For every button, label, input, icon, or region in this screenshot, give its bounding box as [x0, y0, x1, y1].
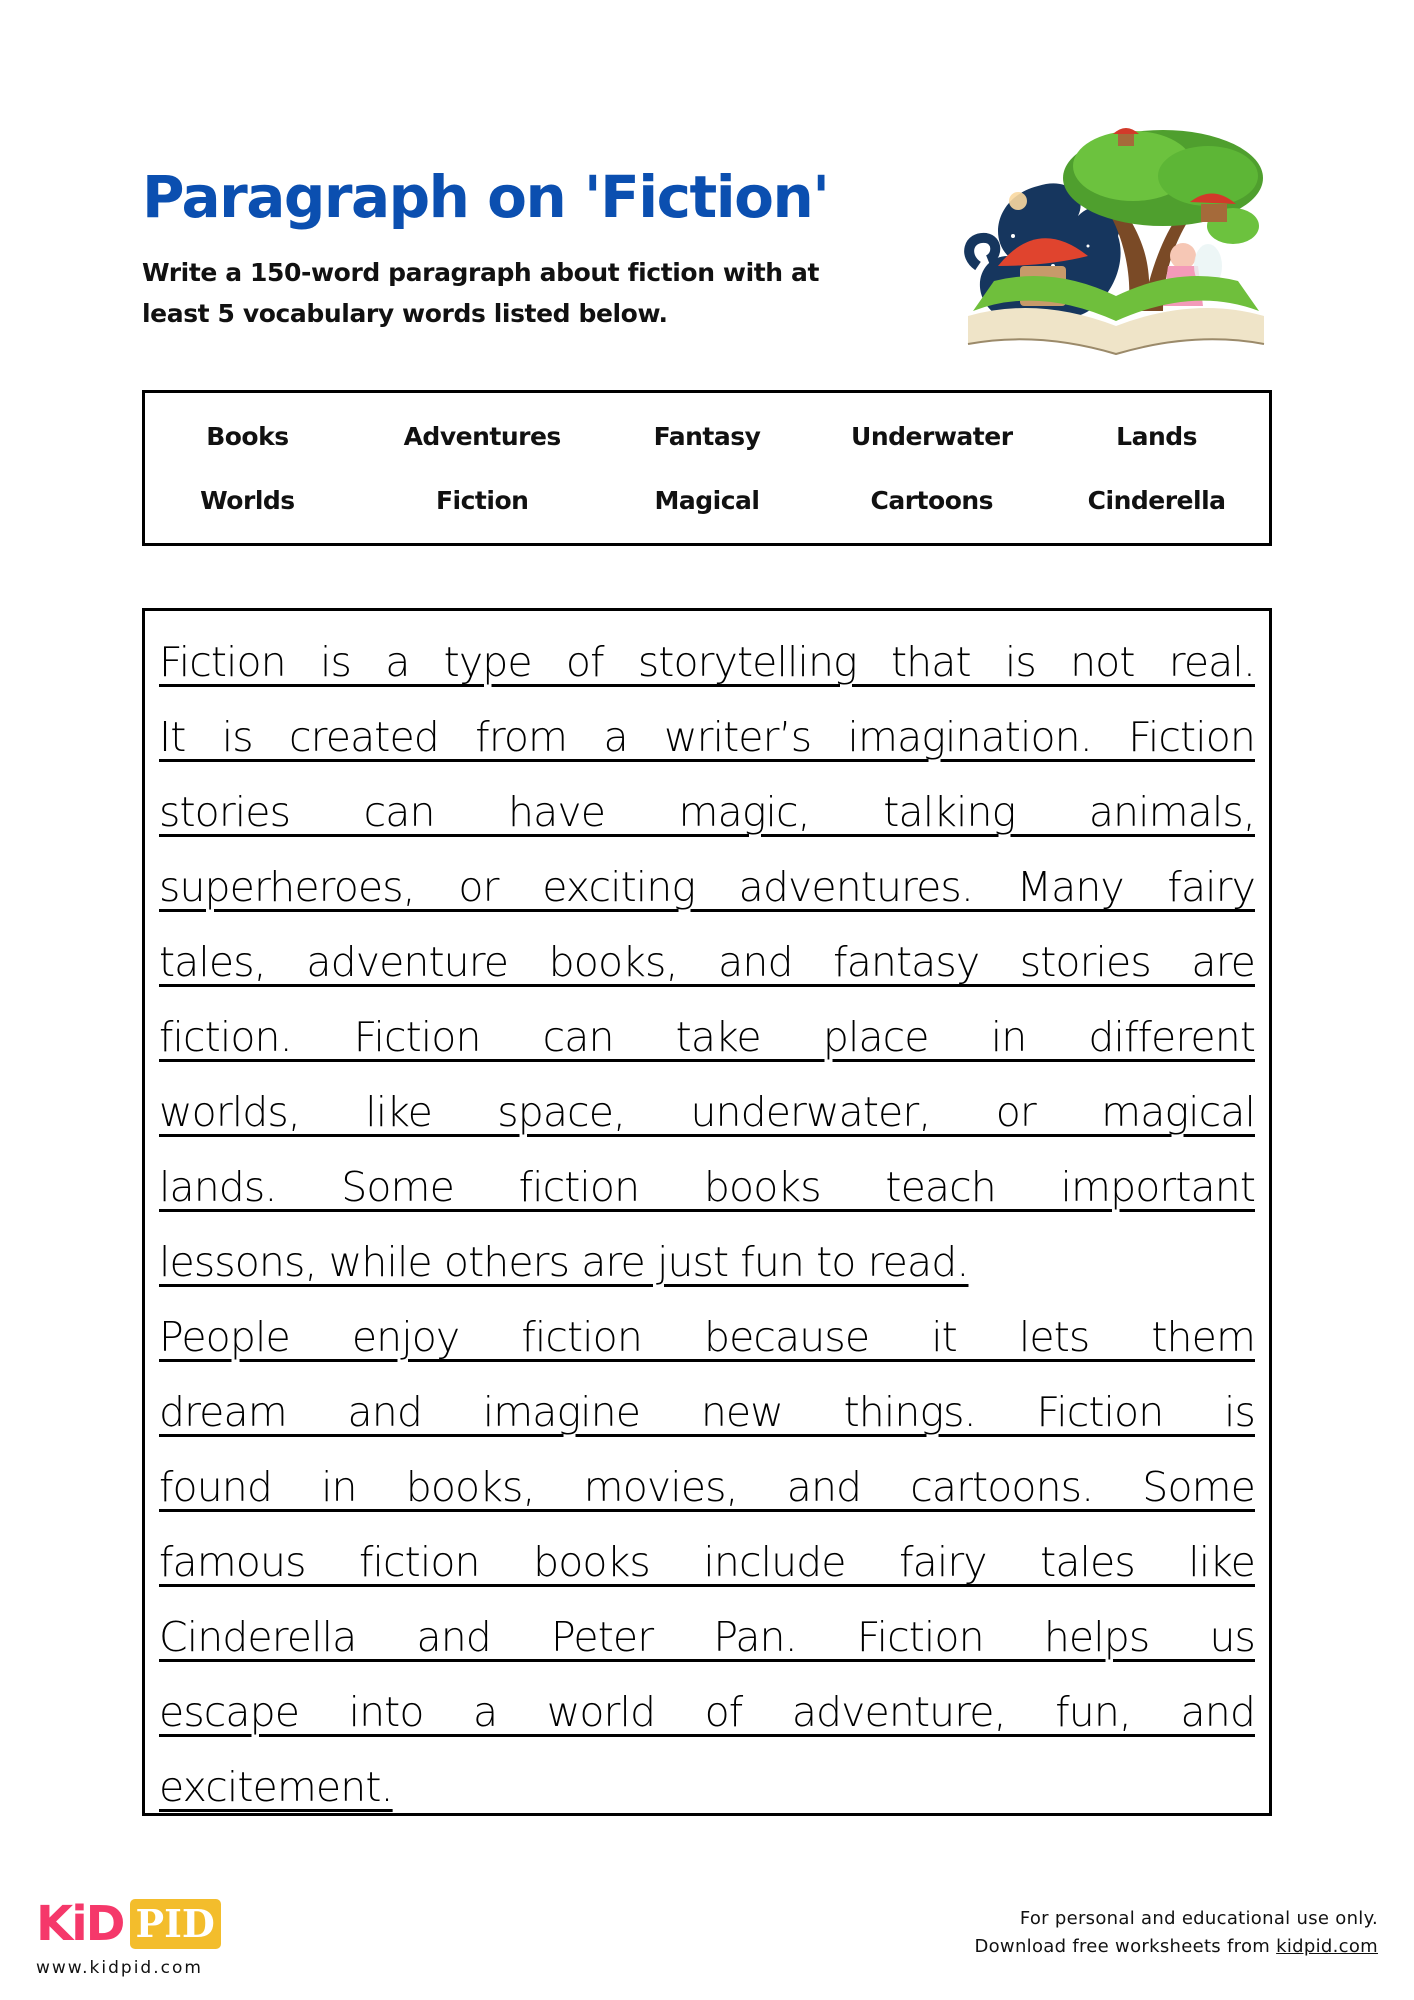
fairy-tale-book-illustration [958, 116, 1274, 366]
paragraph-line: dream and imagine new things. Fiction is [159, 1388, 1255, 1436]
paragraph-line: Cinderella and Peter Pan. Fiction helps us [159, 1613, 1255, 1661]
kidpid-logo[interactable] [36, 1898, 221, 1950]
usage-note: For personal and educational use only. [1019, 1908, 1378, 1929]
kidpid-link[interactable]: kidpid.com [1276, 1936, 1378, 1957]
footer-note [974, 1905, 1378, 1961]
page-title: Paragraph on 'Fiction' [142, 163, 829, 231]
vocab-word: Books [206, 422, 289, 451]
paragraph-line: stories can have magic, talking animals, [159, 788, 1255, 836]
website-url: www.kidpid.com [36, 1958, 203, 1978]
paragraph-box [142, 608, 1272, 1816]
logo-pid-text: PID [130, 1899, 221, 1949]
paragraph-line: escape into a world of adventure, fun, and [159, 1688, 1255, 1736]
instructions: Write a 150-word paragraph about fiction with at least 5 vocabulary words listed below. [142, 258, 820, 328]
vocab-word: Magical [654, 486, 760, 515]
paragraph-line: lands. Some fiction books teach important [159, 1163, 1255, 1211]
vocab-word: Adventures [403, 422, 561, 451]
paragraph-line: It is created from a writer’s imagination. Fiction [159, 713, 1255, 761]
paragraph-line: Fiction is a type of storytelling that is not real. [159, 638, 1255, 686]
paragraph-line: fiction. Fiction can take place in different [159, 1013, 1255, 1061]
vocab-word: Fantasy [653, 422, 761, 451]
paragraph-line: People enjoy fiction because it lets them [159, 1313, 1255, 1361]
download-note [974, 1933, 1378, 1961]
paragraph-line: famous fiction books include fairy tales like [159, 1538, 1255, 1586]
download-note-prefix: Download free worksheets from [974, 1936, 1277, 1957]
vocab-word: Lands [1116, 422, 1198, 451]
paragraph-text [159, 625, 1255, 1825]
paragraph-line: superheroes, or exciting adventures. Many fairy [159, 863, 1255, 911]
paragraph-line: tales, adventure books, and fantasy stories are [159, 938, 1255, 986]
pop-up-book-icon [958, 116, 1274, 366]
vocab-word: Fiction [435, 486, 529, 515]
paragraph-line: worlds, like space, underwater, or magical [159, 1088, 1255, 1136]
vocab-word: Underwater [851, 422, 1013, 451]
vocab-word: Worlds [200, 486, 295, 515]
vocabulary-box [142, 390, 1272, 546]
paragraph-line: excitement. [159, 1763, 393, 1811]
paragraph-line: found in books, movies, and cartoons. Some [159, 1463, 1255, 1511]
vocab-word: Cartoons [870, 486, 994, 515]
vocabulary-grid [145, 393, 1269, 533]
logo-kid-text: KiD [36, 1896, 124, 1952]
vocab-word: Cinderella [1087, 486, 1226, 515]
paragraph-line: lessons, while others are just fun to read. [159, 1238, 969, 1286]
